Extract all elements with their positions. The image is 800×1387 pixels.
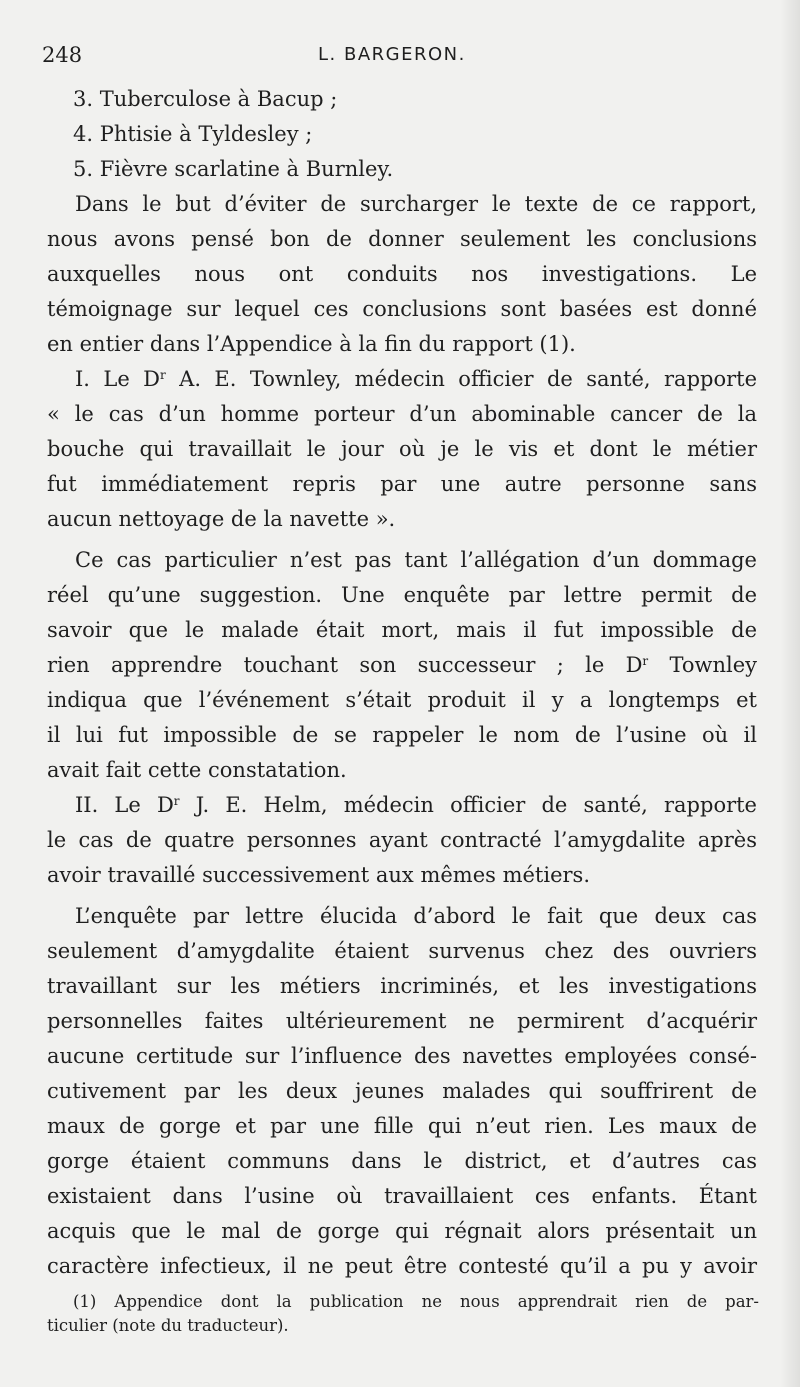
text-line: travaillant sur les métiers incriminés, et les investigations <box>47 974 757 998</box>
text-line: gorge étaient communs dans le district, et d’autres cas <box>47 1149 757 1173</box>
text-line: Dans le but d’éviter de surcharger le texte de ce rapport, <box>75 192 757 216</box>
running-title: L. BARGERON. <box>318 44 466 65</box>
text-line: existaient dans l’usine où travaillaient ces enfants. Étant <box>47 1184 757 1208</box>
page-spine-shadow <box>780 0 800 1387</box>
text-line: L’enquête par lettre élucida d’abord le fait que deux cas <box>75 904 757 928</box>
text-line: I. Le $D^r$ A. E. Townley, médecin officier de santé, rapporte <box>75 367 758 391</box>
body-text <box>47 82 757 1284</box>
text-line: caractère infectieux, il ne peut être contesté qu’il a pu y avoir <box>47 1254 757 1278</box>
text-line: cutivement par les deux jeunes malades qui souffrirent de <box>47 1079 757 1103</box>
text-line: 5. Fièvre scarlatine à Burnley. <box>73 157 394 181</box>
text-line: maux de gorge et par une fille qui n’eut rien. Les maux de <box>47 1114 757 1138</box>
text-line: avoir travaillé successivement aux mêmes métiers. <box>47 863 590 887</box>
text-line: il lui fut impossible de se rappeler le nom de l’usine où il <box>47 723 757 747</box>
text-line: bouche qui travaillait le jour où je le vis et dont le métier <box>47 437 757 461</box>
text-line: réel qu’une suggestion. Une enquête par lettre permit de <box>47 583 757 607</box>
text-line: témoignage sur lequel ces conclusions sont basées est donné <box>47 297 757 321</box>
text-line: savoir que le malade était mort, mais il fut impossible de <box>47 618 757 642</box>
footnote-line: (1) Appendice dont la publication ne nous apprendrait rien de par- <box>73 1292 759 1311</box>
footnote <box>47 1290 759 1338</box>
text-line: aucun nettoyage de la navette ». <box>47 507 396 531</box>
text-line: 4. Phtisie à Tyldesley ; <box>73 122 313 146</box>
text-line: auxquelles nous ont conduits nos investigations. Le <box>47 262 757 286</box>
text-line: rien apprendre touchant son successeur ; le $D^r$ Townley <box>47 653 757 677</box>
text-line: 3. Tuberculose à Bacup ; <box>73 87 338 111</box>
footnote-line: ticulier (note du traducteur). <box>47 1316 289 1335</box>
text-line: acquis que le mal de gorge qui régnait alors présentait un <box>47 1219 757 1243</box>
text-line: seulement d’amygdalite étaient survenus chez des ouvriers <box>47 939 757 963</box>
page-number: 248 <box>42 43 83 67</box>
text-line: personnelles faites ultérieurement ne permirent d’acquérir <box>47 1009 757 1033</box>
text-line: le cas de quatre personnes ayant contracté l’amygdalite après <box>47 828 757 852</box>
text-line: Ce cas particulier n’est pas tant l’allégation d’un dommage <box>75 548 757 572</box>
text-line: aucune certitude sur l’influence des navettes employées consé- <box>47 1044 757 1068</box>
text-line: fut immédiatement repris par une autre personne sans <box>47 472 757 496</box>
running-head <box>42 40 758 70</box>
text-line: avait fait cette constatation. <box>47 758 347 782</box>
text-line: « le cas d’un homme porteur d’un abominable cancer de la <box>47 402 757 426</box>
text-line: nous avons pensé bon de donner seulement les conclusions <box>47 227 757 251</box>
text-line: indiqua que l’événement s’était produit il y a longtemps et <box>47 688 757 712</box>
text-line: en entier dans l’Appendice à la fin du rapport (1). <box>47 332 576 356</box>
text-line: II. Le $D^r$ J. E. Helm, médecin officier de santé, rapporte <box>75 793 757 817</box>
